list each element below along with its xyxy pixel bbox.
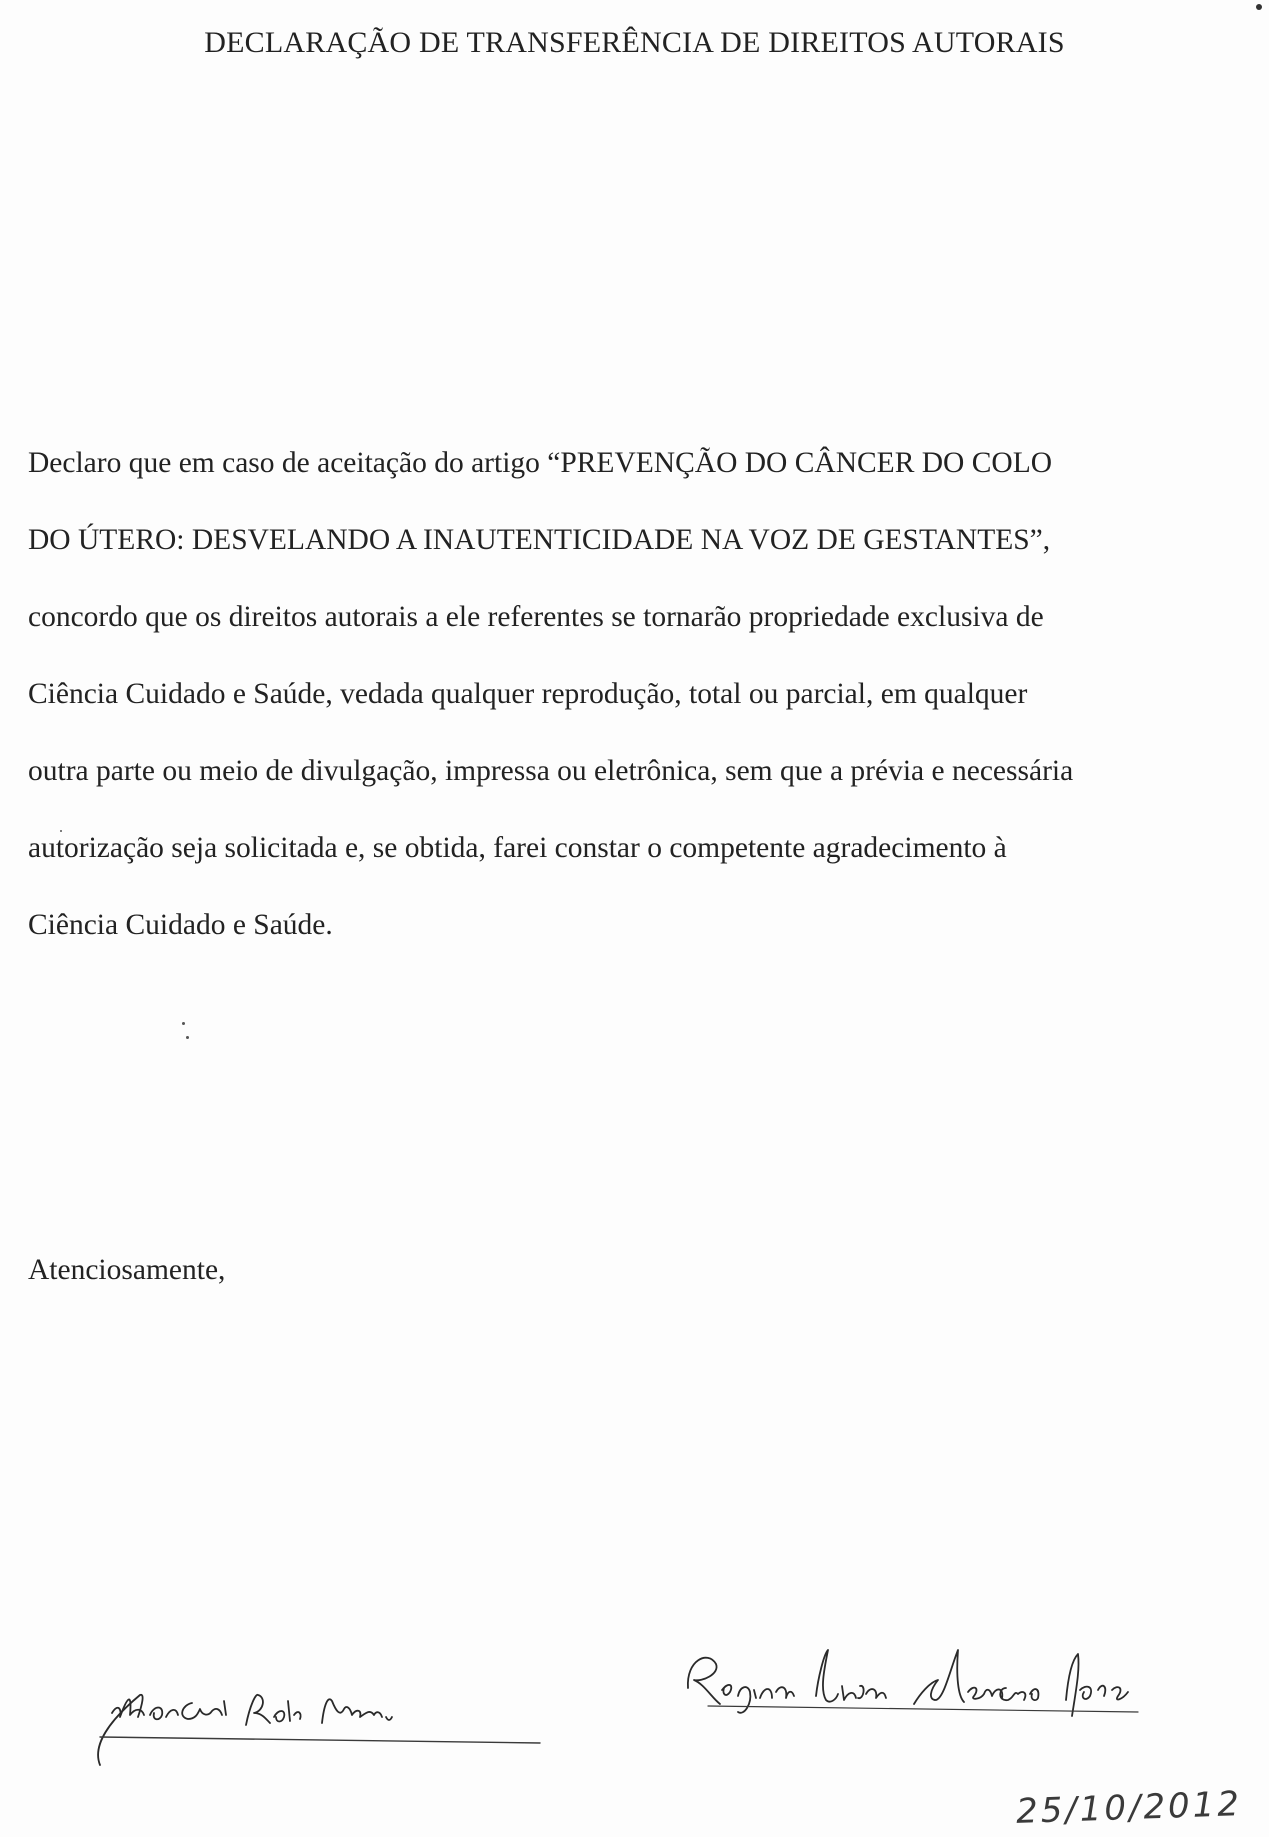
- body-line: Ciência Cuidado e Saúde, vedada qualquer reprodução, total ou parcial, em qualquer: [28, 678, 1028, 710]
- scan-speck: [186, 1036, 189, 1039]
- handwritten-date: 25/10/2012: [1015, 1784, 1243, 1832]
- scan-speck: [60, 830, 62, 832]
- body-line: outra parte ou meio de divulgação, impressa ou eletrônica, sem que a prévia e necessária: [28, 755, 1074, 787]
- body-line: Declaro que em caso de aceitação do artigo “PREVENÇÃO DO CÂNCER DO COLO: [28, 447, 1053, 479]
- signature-right: [668, 1620, 1188, 1760]
- scan-speck: [182, 1022, 185, 1025]
- closing-salutation: Atenciosamente,: [28, 1254, 226, 1286]
- document-title: DECLARAÇÃO DE TRANSFERÊNCIA DE DIREITOS AUTORAIS: [204, 26, 1065, 59]
- body-line: concordo que os direitos autorais a ele referentes se tornarão propriedade exclusiva de: [28, 601, 1044, 633]
- declaration-body: [28, 448, 1258, 987]
- scan-speck: [1256, 4, 1262, 10]
- body-line: autorização seja solicitada e, se obtida, farei constar o competente agradecimento à: [28, 832, 1007, 864]
- body-line: DO ÚTERO: DESVELANDO A INAUTENTICIDADE NA VOZ DE GESTANTES”,: [28, 524, 1051, 556]
- body-line: Ciência Cuidado e Saúde.: [28, 909, 333, 941]
- signature-left: [70, 1665, 550, 1775]
